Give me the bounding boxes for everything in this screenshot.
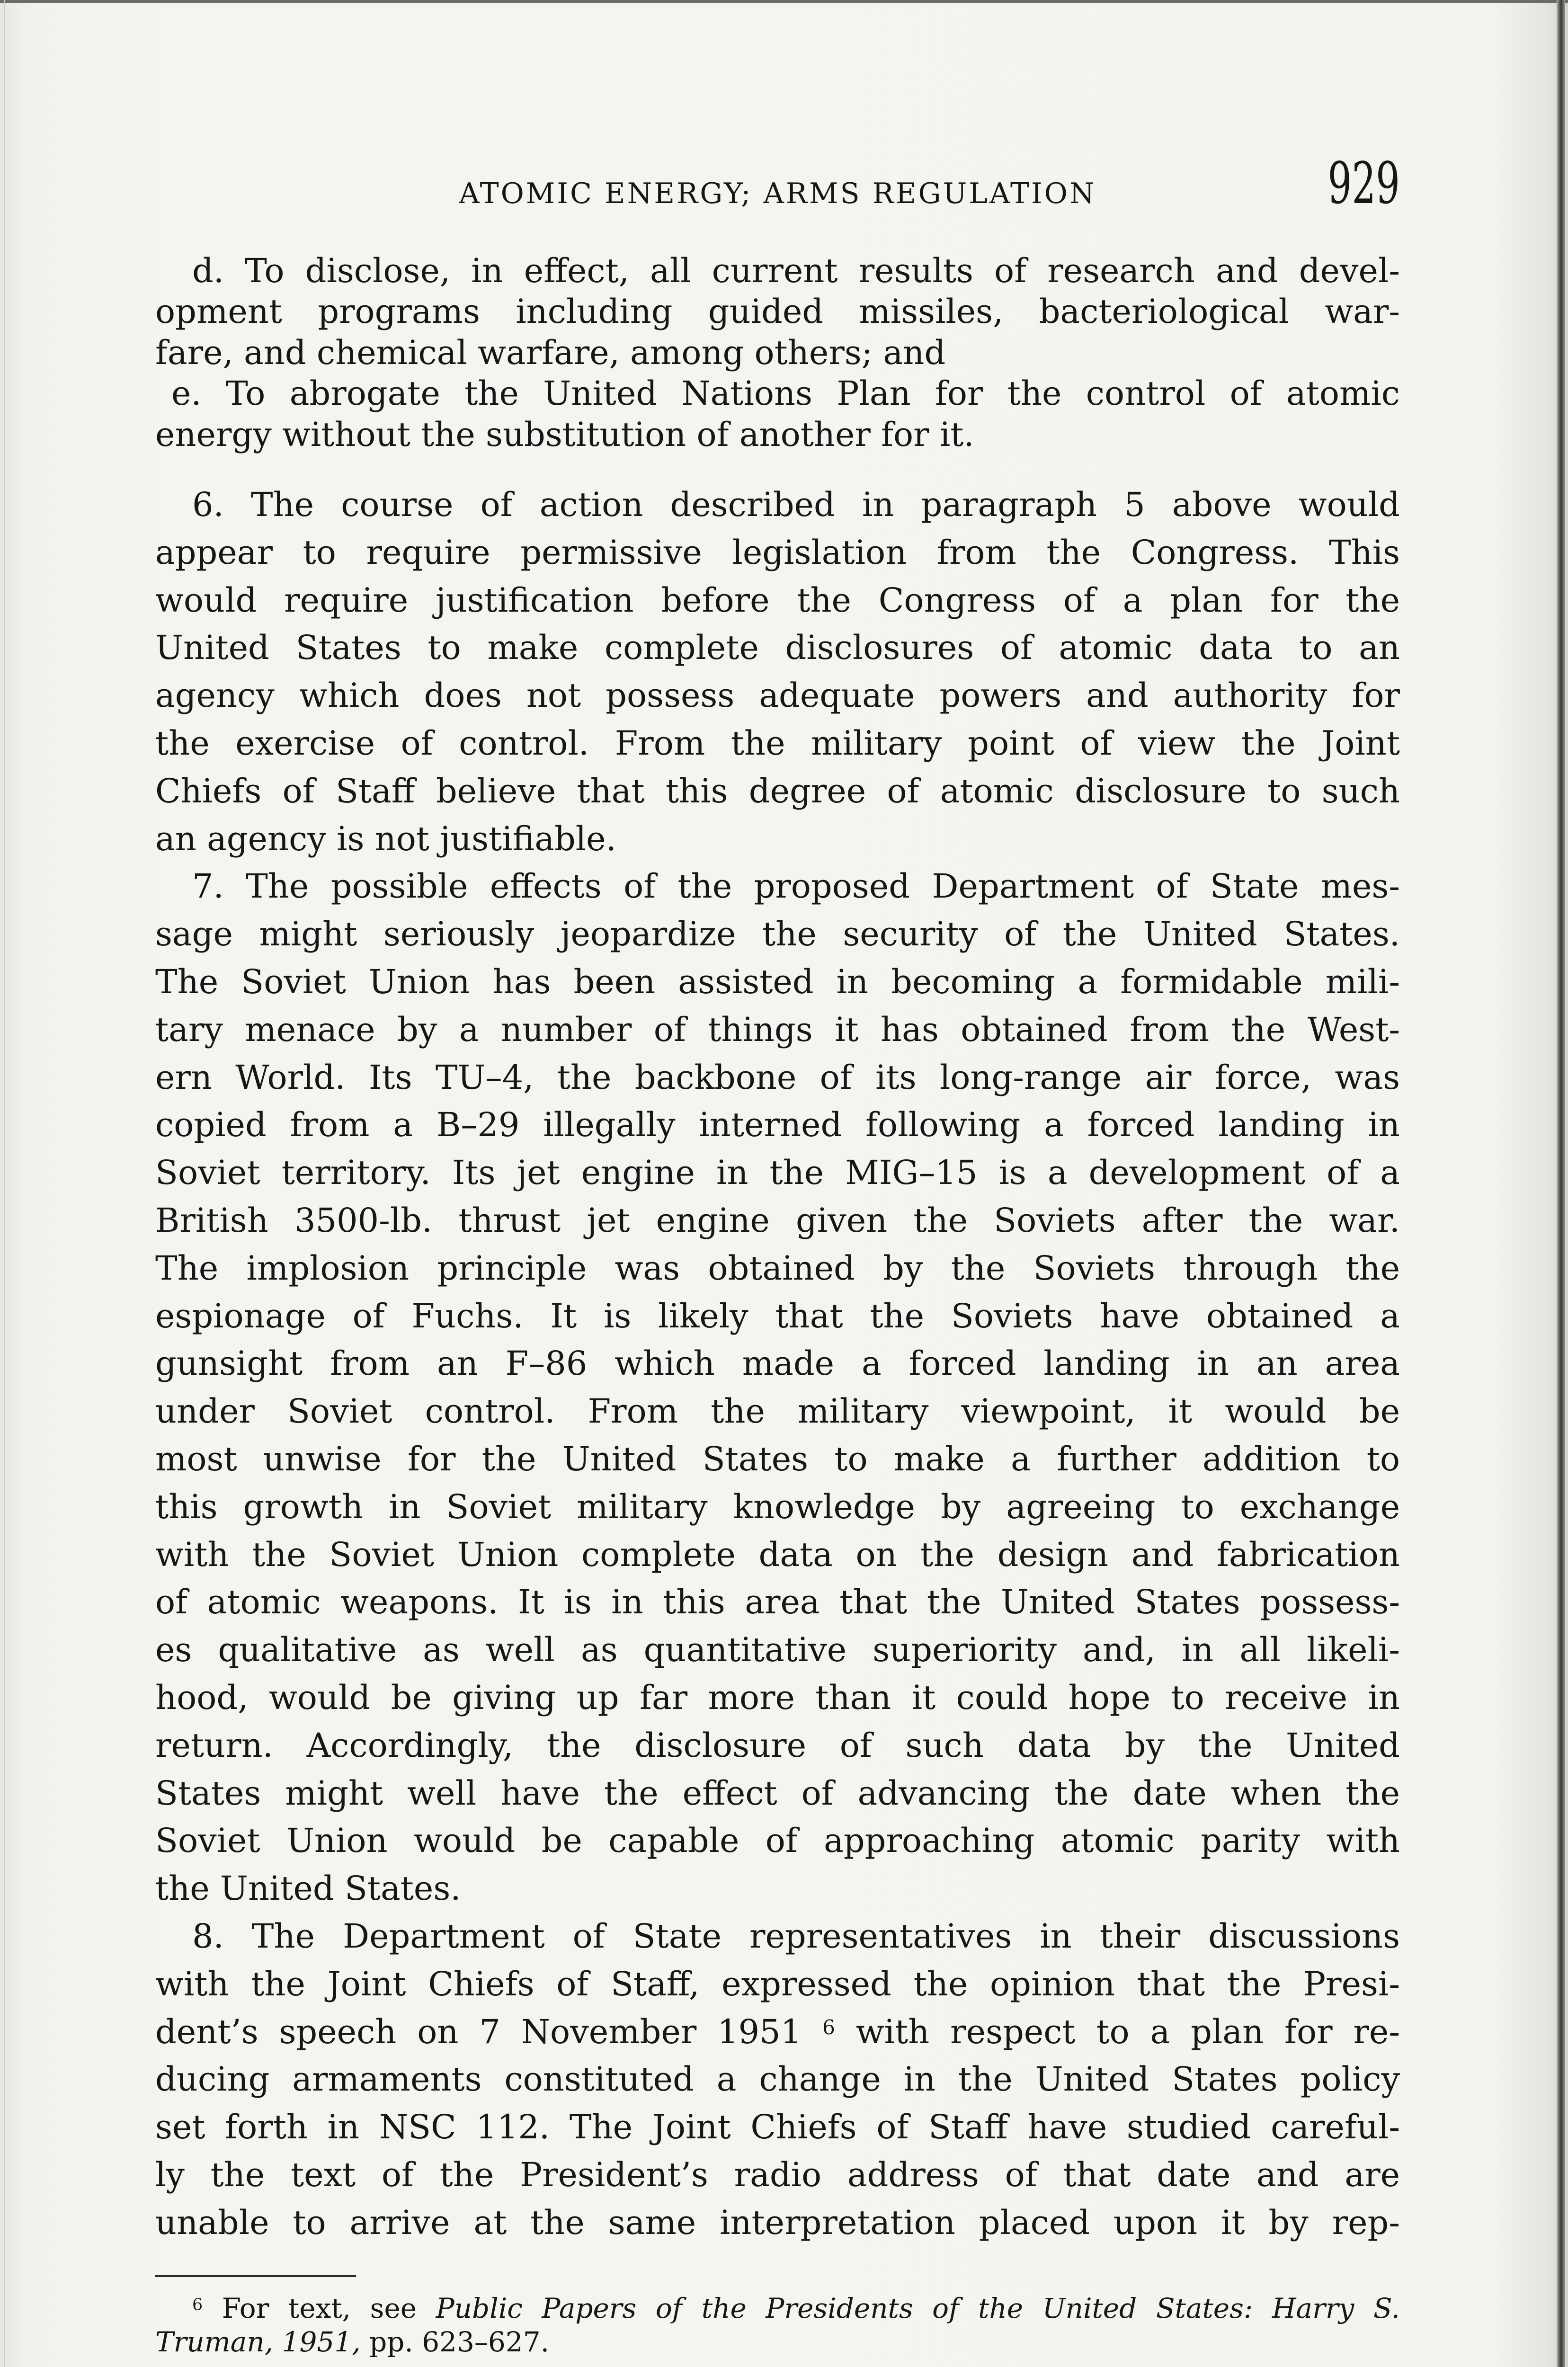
- item-e-line: energy without the substitution of another for it.: [155, 415, 974, 454]
- paragraph-6-line: United States to make complete disclosures of atomic data to an: [155, 628, 1400, 667]
- scan-edge-top: [0, 0, 1568, 3]
- paragraph-7-line: States might well have the effect of advancing the date when the: [155, 1773, 1400, 1813]
- paragraph-6-line: the exercise of control. From the military point of view the Joint: [155, 723, 1400, 763]
- paragraph-7-line: The implosion principle was obtained by the Soviets through the: [155, 1248, 1400, 1288]
- footnote-reference-6: 6: [822, 2015, 835, 2039]
- item-d-line: fare, and chemical warfare, among others; and: [155, 333, 946, 372]
- footnote-rule: [155, 2275, 356, 2277]
- paragraph-7-line: Soviet Union would be capable of approaching atomic parity with: [155, 1821, 1400, 1860]
- scan-edge-right: [1557, 0, 1565, 2367]
- paragraph-8-line: unable to arrive at the same interpretation placed upon it by rep-: [155, 2203, 1400, 2242]
- paragraph-8-line: 8. The Department of State representatives in their discussions: [192, 1916, 1400, 1956]
- footnote-line: [155, 2325, 1400, 2359]
- paragraph-7-line: tary menace by a number of things it has obtained from the West-: [155, 1010, 1400, 1049]
- enumerated-items: [155, 250, 1400, 455]
- paragraph-7-line: the United States.: [155, 1869, 461, 1908]
- running-head-title: ATOMIC ENERGY; ARMS REGULATION: [459, 177, 1096, 210]
- paragraph-6-line: would require justification before the Congress of a plan for the: [155, 580, 1400, 620]
- paragraph-8-line: with the Joint Chiefs of Staff, expressed the opinion that the Presi-: [155, 1964, 1400, 2003]
- footnote-citation-title: Public Papers of the Presidents of the United States: Harry S.: [436, 2292, 1400, 2324]
- footnote-6: [155, 2292, 1400, 2359]
- paragraph-6-line: an agency is not justifiable.: [155, 819, 616, 858]
- paragraph-7-line: gunsight from an F–86 which made a forced landing in an area: [155, 1344, 1400, 1383]
- paragraph-8-line: ducing armaments constituted a change in the United States policy: [155, 2060, 1400, 2099]
- paragraph-6-line: appear to require permissive legislation from the Congress. This: [155, 533, 1400, 572]
- footnote-line: [155, 2292, 1400, 2325]
- paragraph-7-line: most unwise for the United States to make a further addition to: [155, 1439, 1400, 1478]
- paragraph-6: [155, 481, 1400, 863]
- paragraph-7-line: es qualitative as well as quantitative superiority and, in all likeli-: [155, 1630, 1400, 1670]
- scan-edge-left: [4, 0, 5, 2367]
- body-text: [155, 481, 1400, 2246]
- paragraph-6-line: agency which does not possess adequate powers and authority for: [155, 676, 1400, 715]
- paragraph-7-line: sage might seriously jeopardize the security of the United States.: [155, 915, 1400, 954]
- item-e-line: e. To abrogate the United Nations Plan for the control of atomic: [171, 374, 1400, 413]
- paragraph-8-line-text: dent’s speech on 7 November 1951: [155, 2012, 802, 2051]
- footnote-intro-text: For text, see: [222, 2292, 417, 2324]
- paragraph-8-line-text: with respect to a plan for re-: [855, 2012, 1400, 2051]
- paragraph-7-line: espionage of Fuchs. It is likely that the Soviets have obtained a: [155, 1296, 1400, 1335]
- page-number: 929: [1327, 150, 1400, 217]
- paragraph-8-line: [155, 2008, 1400, 2056]
- paragraph-8: [155, 1913, 1400, 2247]
- paragraph-7-line: copied from a B–29 illegally interned following a forced landing in: [155, 1105, 1400, 1145]
- footnote-marker: 6: [192, 2296, 203, 2315]
- paragraph-6-line: 6. The course of action described in paragraph 5 above would: [192, 485, 1400, 524]
- paragraph-7-line: The Soviet Union has been assisted in becoming a formidable mili-: [155, 962, 1400, 1001]
- paragraph-7-line: 7. The possible effects of the proposed Department of State mes-: [192, 867, 1400, 906]
- paragraph-7-line: return. Accordingly, the disclosure of such data by the United: [155, 1726, 1400, 1765]
- paragraph-7-line: ern World. Its TU–4, the backbone of its long-range air force, was: [155, 1058, 1400, 1097]
- item-e: [155, 373, 1400, 455]
- paragraph-7-line: under Soviet control. From the military viewpoint, it would be: [155, 1392, 1400, 1431]
- paragraph-7-line: hood, would be giving up far more than it could hope to receive in: [155, 1678, 1400, 1717]
- item-d-line: opment programs including guided missiles, bacteriological war-: [155, 292, 1400, 331]
- paragraph-7-line: of atomic weapons. It is in this area that the United States possess-: [155, 1583, 1400, 1622]
- paragraph-7-line: with the Soviet Union complete data on the design and fabrication: [155, 1535, 1400, 1574]
- paragraph-8-line: ly the text of the President’s radio address of that date and are: [155, 2155, 1400, 2194]
- paragraph-6-line: Chiefs of Staff believe that this degree of atomic disclosure to such: [155, 771, 1400, 810]
- paragraph-7-line: Soviet territory. Its jet engine in the MIG–15 is a development of a: [155, 1153, 1400, 1192]
- item-d-line: d. To disclose, in effect, all current results of research and devel-: [192, 251, 1400, 290]
- footnote-citation-title-continued: Truman, 1951,: [155, 2326, 361, 2358]
- paragraph-7-line: this growth in Soviet military knowledge by agreeing to exchange: [155, 1487, 1400, 1526]
- paragraph-8-line: set forth in NSC 112. The Joint Chiefs of Staff have studied careful-: [155, 2108, 1400, 2147]
- paragraph-7: [155, 863, 1400, 1913]
- paragraph-7-line: British 3500-lb. thrust jet engine given the Soviets after the war.: [155, 1201, 1400, 1240]
- footnote-citation-pages: pp. 623–627.: [369, 2326, 550, 2358]
- item-d: [155, 250, 1400, 373]
